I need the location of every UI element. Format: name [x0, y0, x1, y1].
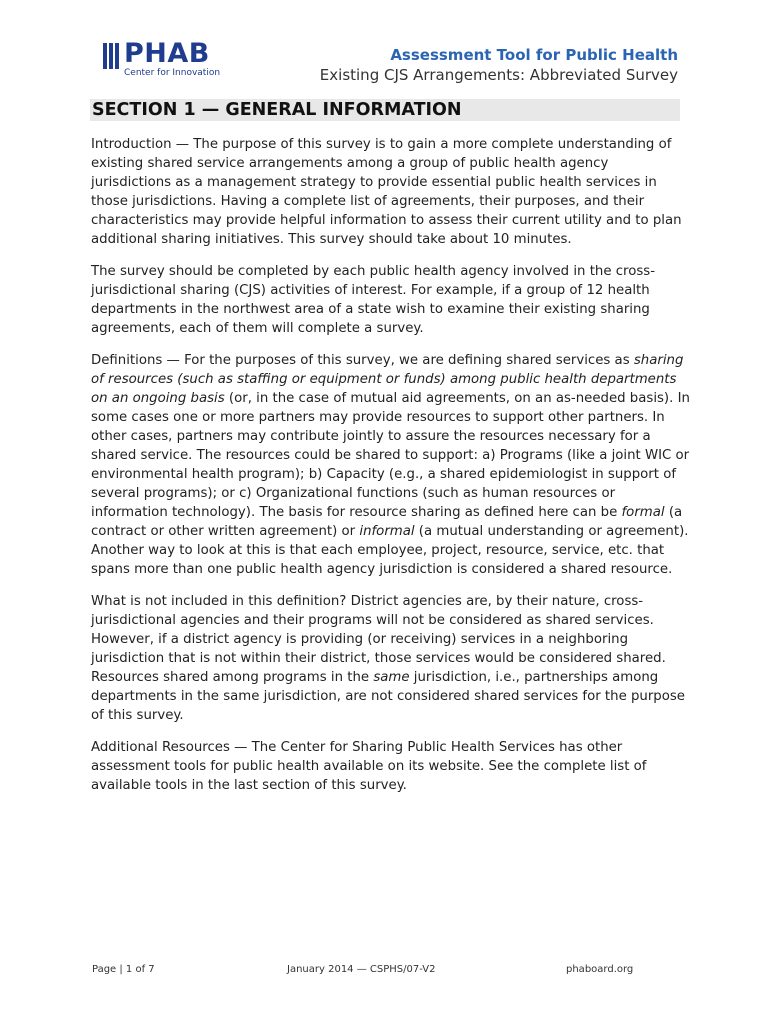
definitions-emphasis-formal: formal: [621, 505, 665, 520]
definitions-emphasis-informal: informal: [359, 524, 415, 539]
footer-date-code: January 2014 — CSPHS/07-V2: [287, 964, 436, 975]
page-footer: [0, 964, 770, 980]
footer-website-link[interactable]: phaboard.org: [566, 964, 634, 975]
paragraph-additional-resources: Additional Resources — The Center for Sharing Public Health Services has other assessment tools for public health available on its website. See the complete list of available tools in the last section of this survey.: [91, 740, 647, 793]
exclusions-text-1: What is not included in this definition? District agencies are, by their nature, cross-jurisdictional agencies and their programs will not be considered as shared services. However, if a district agency is providing (or receiving) services in a neighboring jurisdiction that is not within their district, those services would be considered shared. Resources shared among programs in the: [91, 594, 666, 685]
footer-page-number: Page | 1 of 7: [92, 964, 155, 975]
document-title: Assessment Tool for Public Health: [390, 46, 678, 64]
section-heading: SECTION 1 — GENERAL INFORMATION: [92, 100, 462, 120]
document-subtitle: Existing CJS Arrangements: Abbreviated Survey: [319, 66, 678, 84]
exclusions-text-2: jurisdiction, i.e., partnerships among departments in the same jurisdiction, are not considered shared services for the purpose of this survey.: [91, 670, 685, 723]
paragraph-definitions: [91, 351, 691, 579]
document-body: [91, 135, 691, 808]
phab-logo: [102, 38, 232, 81]
definitions-emphasis-1: sharing of resources (such as staffing or equipment or funds) among public health departments on an ongoing basis: [91, 353, 684, 406]
definitions-text-4: (a mutual understanding or agreement). Another way to look at this is that each employee, project, resource, service, etc. that spans more than one public health agency jurisdiction is considered a shared resource.: [91, 524, 689, 577]
document-header: [320, 46, 678, 86]
exclusions-emphasis-same: same: [373, 670, 410, 685]
definitions-text-1: Definitions — For the purposes of this survey, we are defining shared services as: [91, 353, 634, 368]
phab-logo-mark-icon: [102, 43, 120, 69]
paragraph-exclusions: [91, 592, 691, 725]
definitions-text-3: (a contract or other written agreement) or: [91, 505, 683, 539]
logo-tagline: Center for Innovation: [124, 68, 221, 78]
definitions-text-2: (or, in the case of mutual aid agreements, on an as-needed basis). In some cases one or more partners may provide resources to support other partners. In other cases, partners may contribute jointly to assure the resources necessary for a shared service. The resources could be shared to support: a) Programs (like a joint WIC or environmental health program); b) Capacity (e.g., a shared epidemiologist in support of several programs); or c) Organizational functions (such as human resources or information technology). The basis for resource sharing as defined here can be: [91, 391, 690, 520]
paragraph-introduction: Introduction — The purpose of this survey is to gain a more complete understanding of existing shared service arrangements among a group of public health agency jurisdictions as a management strategy to provide essential public health services in those jurisdictions. Having a complete list of agreements, their purposes, and their characteristics may provide helpful information to assess their current utility and to plan additional sharing initiatives. This survey should take about 10 minutes.: [91, 137, 682, 247]
logo-wordmark: PHAB: [124, 38, 210, 69]
paragraph-completion: The survey should be completed by each public health agency involved in the cross-jurisdictional sharing (CJS) activities of interest. For example, if a group of 12 health departments in the northwest area of a state wish to examine their existing sharing agreements, each of them will complete a survey.: [91, 264, 656, 336]
